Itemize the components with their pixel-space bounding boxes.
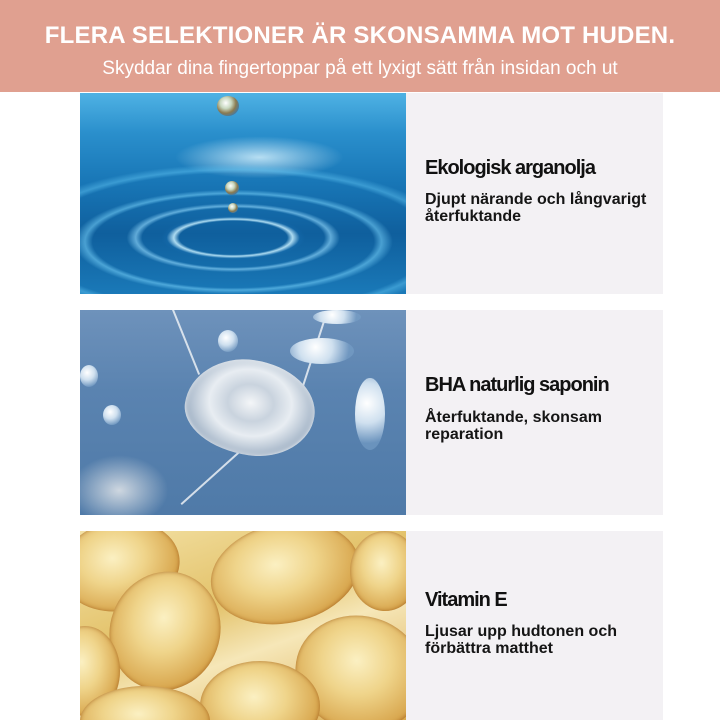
bubble-icon [103,405,121,425]
feature-description: Återfuktande, skonsam reparation [425,409,602,443]
vitamin-e-capsules-image [80,531,406,720]
splash-drop-icon [228,203,238,213]
bubble-icon [80,365,98,387]
bead-strand [172,310,200,375]
feature-row-argan-oil [80,93,664,294]
feature-title: Vitamin E [425,589,507,611]
bubble-icon [355,378,385,450]
feature-title: Ekologisk arganolja [425,157,595,179]
header-banner [0,0,720,92]
bead-strand [181,450,242,505]
saponin-crystal-image [80,310,406,515]
bubble-icon [290,338,354,364]
feature-description: Ljusar upp hudtonen och förbättra matthet [425,623,617,657]
splash-drop-icon [225,181,239,195]
feature-panel [406,310,663,515]
bubble-icon [218,330,238,352]
page-subtitle: Skyddar dina fingertoppar på ett lyxigt sätt från insidan och ut [102,58,618,79]
page-title: FLERA SELEKTIONER ÄR SKONSAMMA MOT HUDEN. [44,22,676,49]
water-droplet-ripple-image [80,93,406,294]
feature-panel [406,531,663,720]
bubble-icon [313,310,361,324]
feature-title: BHA naturlig saponin [425,374,609,396]
feature-row-vitamin-e [80,531,664,720]
feature-description: Djupt närande och långvarigt återfuktande [425,191,647,225]
feature-row-bha-saponin [80,310,664,515]
capsule-shape [350,531,406,611]
falling-drop-icon [217,96,239,116]
feature-panel [406,93,663,294]
saponin-crystal-shape [179,351,321,463]
